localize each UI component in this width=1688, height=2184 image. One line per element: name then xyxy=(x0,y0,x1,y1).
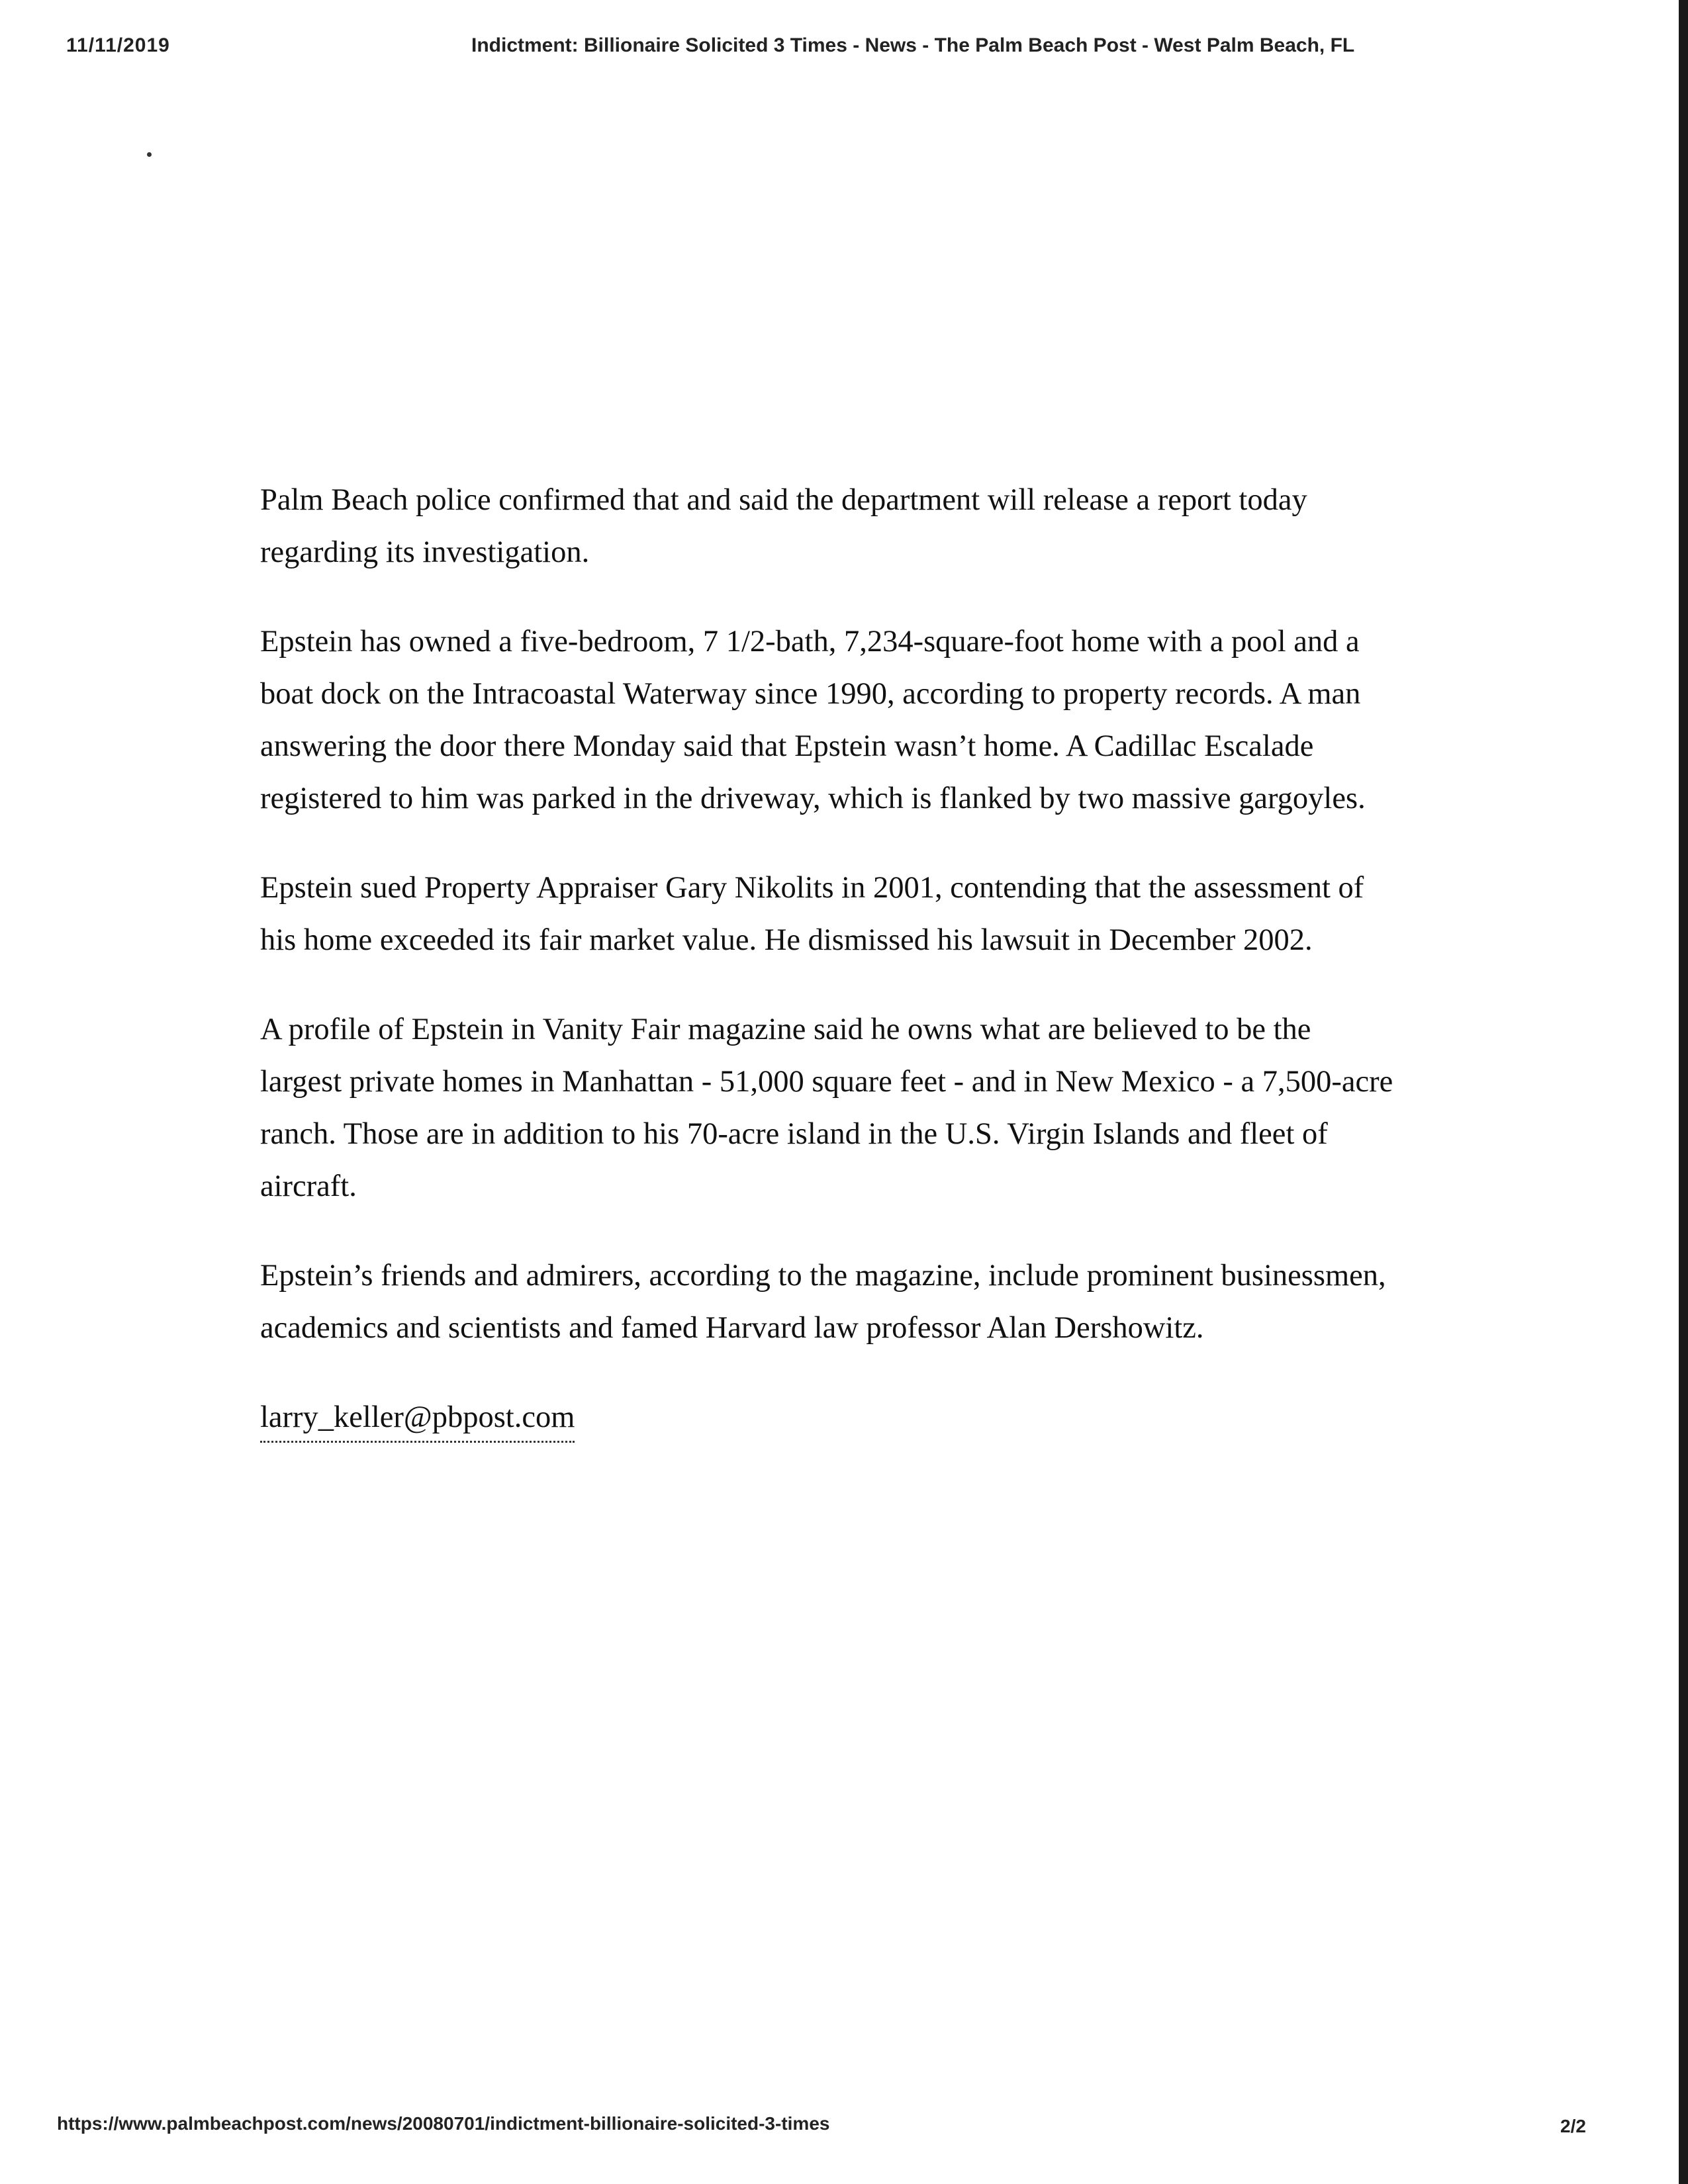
article-paragraph-profile: A profile of Epstein in Vanity Fair magazine said he owns what are believed to be the largest private homes in Manhattan - 51,000 square feet - and in New Mexico - a 7,500-acre ranch. Those are in addition to his 70-acre island in the U.S. Virgin Islands and fleet of aircraft. xyxy=(260,1013,1393,1203)
author-email-link[interactable]: larry_keller@pbpost.com xyxy=(260,1394,575,1443)
print-source-url: https://www.palmbeachpost.com/news/20080701/indictment-billionaire-solicited-3-times xyxy=(57,2113,830,2134)
print-page-number: 2/2 xyxy=(1560,2116,1586,2136)
author-contact xyxy=(260,1391,1399,1443)
scan-edge-border xyxy=(1679,0,1688,2184)
article-paragraph-lawsuit: Epstein sued Property Appraiser Gary Nikolits in 2001, contending that the assessment of his home exceeded its fair market value. He dismissed his lawsuit in December 2002. xyxy=(260,871,1364,957)
article-paragraph-friends: Epstein’s friends and admirers, according to the magazine, include prominent businessmen, academics and scientists and famed Harvard law professor Alan Dershowitz. xyxy=(260,1259,1386,1345)
print-date: 11/11/2019 xyxy=(66,34,170,56)
scan-speck xyxy=(147,152,152,157)
article-paragraph-police: Palm Beach police confirmed that and said the department will release a report today regarding its investigation. xyxy=(260,483,1307,569)
print-page-title: Indictment: Billionaire Solicited 3 Times - News - The Palm Beach Post - West Palm Beach, FL xyxy=(471,34,1355,56)
article-paragraph-home: Epstein has owned a five-bedroom, 7 1/2-bath, 7,234-square-foot home with a pool and a boat dock on the Intracoastal Waterway since 1990, according to property records. A man answering the door there Monday said that Epstein wasn’t home. A Cadillac Escalade registered to him was parked in the driveway, which is flanked by two massive gargoyles. xyxy=(260,625,1366,815)
article-body xyxy=(260,474,1399,1480)
